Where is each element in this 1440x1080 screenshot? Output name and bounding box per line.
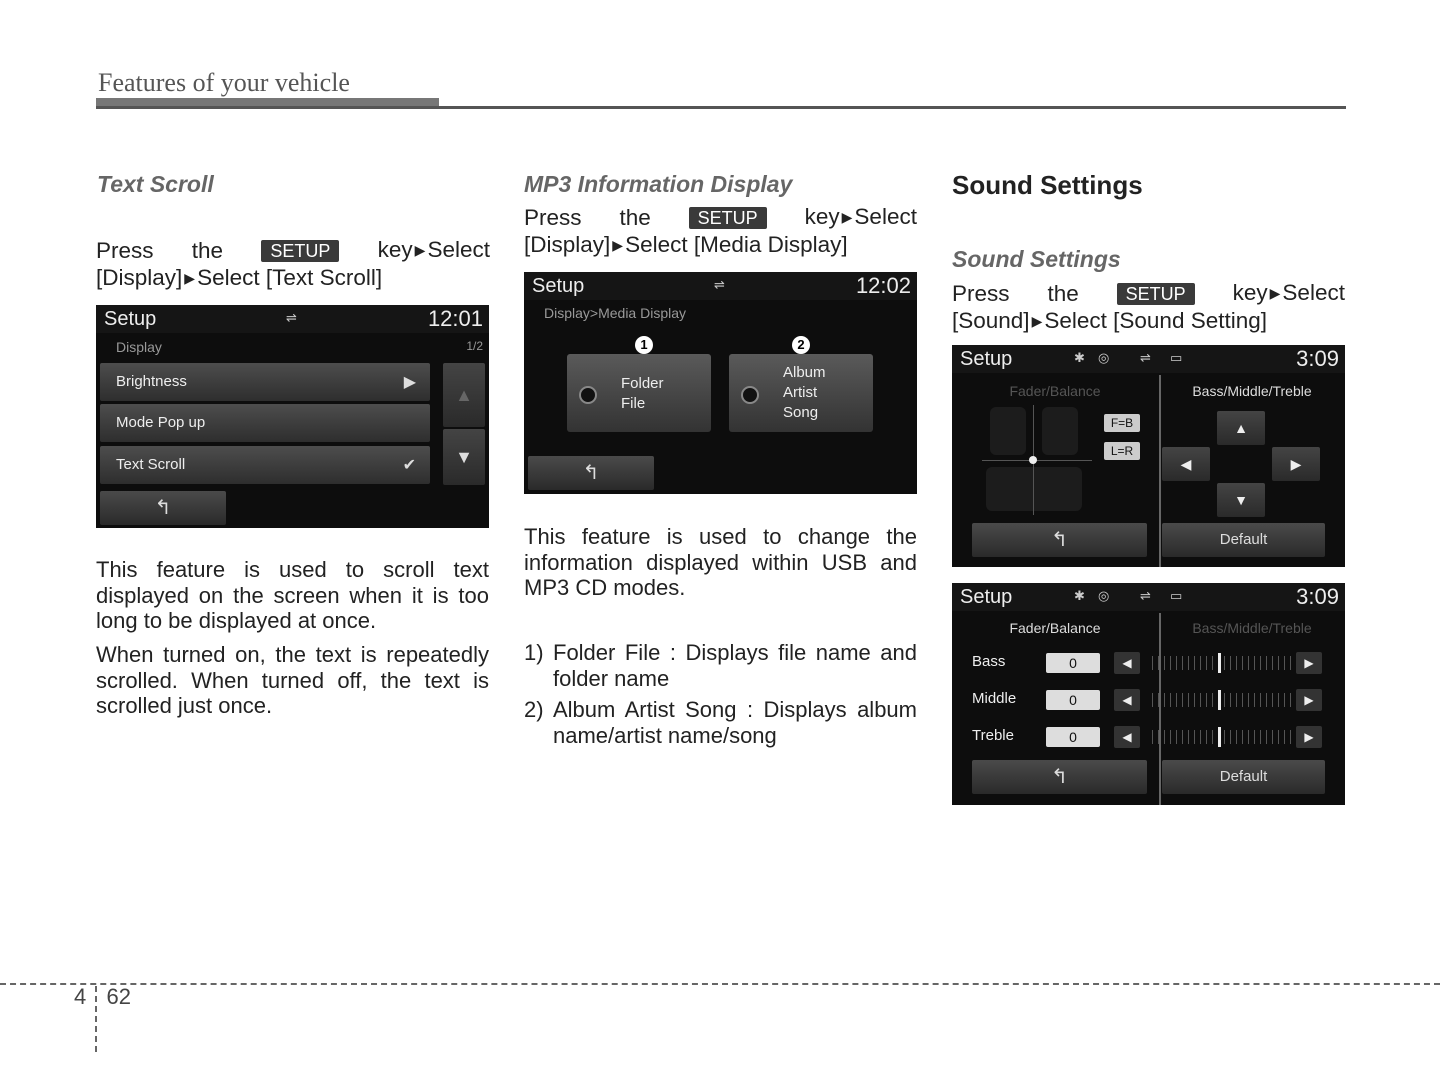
screen-title: Setup: [532, 275, 585, 297]
page-indicator: 1/2: [466, 339, 483, 353]
arrow-right-icon: ▶: [403, 374, 416, 391]
option-label: Song: [783, 404, 819, 421]
select-word: Select: [854, 204, 917, 229]
the-word: the: [619, 205, 651, 230]
list-item: [524, 697, 917, 748]
the-word: the: [1047, 281, 1079, 306]
select-word: Select: [1282, 280, 1345, 305]
treble-slider-handle[interactable]: [1218, 727, 1221, 747]
setup-key-icon: SETUP: [1117, 283, 1195, 305]
list-item: [524, 640, 917, 691]
option-label: Artist: [783, 384, 818, 401]
instr-line2b: Select [Media Display]: [625, 232, 848, 257]
list-text: Folder File : Displays file name and folder name: [553, 640, 917, 691]
sound-settings-title: Sound Settings: [952, 170, 1143, 200]
tab-bass-middle-treble[interactable]: Bass/Middle/Treble: [1192, 383, 1312, 399]
treble-decrease-button[interactable]: ◀: [1114, 726, 1140, 748]
screen-time: 3:09: [1296, 346, 1339, 371]
triangle-icon: ▶: [1031, 313, 1043, 329]
mp3-option-list: [524, 640, 917, 748]
chapter-number: 4: [74, 984, 87, 1009]
triangle-icon: ▶: [184, 270, 196, 286]
sound-setting-screen-eq: [952, 583, 1345, 805]
screen-time: 3:09: [1296, 584, 1339, 609]
screen-title: Setup: [960, 586, 1013, 608]
left-arrow-button[interactable]: ◀: [1162, 447, 1210, 481]
seat-icon: [1042, 407, 1078, 455]
option-label: Folder: [621, 375, 664, 392]
back-icon: ↰: [582, 462, 600, 484]
screen-time: 12:01: [427, 306, 483, 331]
menu-item-label: Text Scroll: [116, 456, 186, 473]
text-scroll-description-1: This feature is used to scroll text displayed on the screen when it is too long to be displayed at once.: [96, 557, 489, 633]
folder-file-option[interactable]: [567, 354, 711, 432]
treble-label: Treble: [972, 727, 1014, 744]
usb-icon: ⇌: [1140, 350, 1151, 365]
list-number: 2): [524, 697, 544, 722]
key-word: key: [377, 237, 413, 262]
key-word: key: [1232, 280, 1268, 305]
radio-icon: [741, 386, 759, 404]
option-label: Album: [783, 364, 826, 381]
rear-seat-icon: [986, 467, 1082, 511]
middle-increase-button[interactable]: ▶: [1296, 689, 1322, 711]
menu-item-text-scroll[interactable]: [100, 446, 430, 484]
usb-icon: ⇌: [1140, 588, 1151, 603]
page-number: [74, 984, 131, 1010]
bass-increase-button[interactable]: ▶: [1296, 652, 1322, 674]
checkmark-icon: ✔: [402, 457, 416, 474]
sound-setting-screen-fader: [952, 345, 1345, 567]
menu-item-mode-pop-up[interactable]: [100, 404, 430, 442]
mp3-info-description: This feature is used to change the information displayed within USB and MP3 CD modes.: [524, 524, 917, 600]
footer-rule: [0, 983, 1440, 985]
right-arrow-button[interactable]: ▶: [1272, 447, 1320, 481]
text-scroll-description-2: When turned on, the text is repeatedly scrolled. When turned off, the text is scrolled just once.: [96, 642, 489, 718]
screen-title: Setup: [960, 348, 1013, 370]
triangle-icon: ▶: [414, 242, 426, 258]
mp3-info-heading: MP3 Information Display: [524, 171, 793, 197]
bass-value: 0: [1046, 653, 1100, 673]
menu-item-label: Mode Pop up: [116, 414, 206, 431]
mp3-info-instruction: [524, 204, 917, 260]
instr-line2b: Select [Sound Setting]: [1044, 308, 1268, 333]
middle-decrease-button[interactable]: ◀: [1114, 689, 1140, 711]
text-scroll-screen: [96, 305, 489, 528]
bass-slider-track[interactable]: [1152, 656, 1292, 670]
back-icon: ↰: [1051, 766, 1068, 788]
bluetooth-icon: ✱: [1074, 350, 1085, 365]
menu-item-brightness[interactable]: [100, 363, 430, 401]
instr-line2: [Display]: [524, 232, 611, 257]
key-word: key: [804, 204, 840, 229]
radio-icon: [579, 386, 597, 404]
screen-time: 12:02: [855, 273, 911, 298]
triangle-icon: ▶: [1269, 285, 1281, 301]
screen-subtitle: Display>Media Display: [544, 305, 687, 321]
callout-1: 1: [635, 336, 653, 354]
default-button[interactable]: Default: [1162, 523, 1325, 557]
disc-icon: ◎: [1098, 350, 1110, 365]
instr-line2: [Display]: [96, 265, 183, 290]
treble-value: 0: [1046, 727, 1100, 747]
divider: [1159, 375, 1161, 567]
treble-slider-track[interactable]: [1152, 730, 1292, 744]
list-text: Album Artist Song : Displays album name/artist name/song: [553, 697, 917, 748]
triangle-icon: ▶: [841, 209, 853, 225]
sound-settings-heading: Sound Settings: [952, 246, 1121, 272]
disc-icon: ◎: [1098, 588, 1110, 603]
album-artist-song-option[interactable]: [729, 354, 873, 432]
page-number-value: 62: [106, 984, 131, 1009]
back-icon: ↰: [1051, 529, 1068, 551]
setup-key-icon: SETUP: [261, 240, 339, 262]
page-number-separator: [95, 986, 97, 1052]
back-button[interactable]: [972, 760, 1147, 794]
screen-subtitle: Display: [116, 339, 162, 355]
middle-slider-handle[interactable]: [1218, 690, 1221, 710]
screen-title: Setup: [104, 308, 157, 330]
usb-icon: ⇌: [714, 277, 725, 292]
text-scroll-heading: Text Scroll: [97, 171, 214, 197]
media-display-screen: [524, 272, 917, 494]
usb-icon: ⇌: [286, 310, 297, 325]
text-scroll-instruction: [96, 237, 490, 293]
bluetooth-icon: ✱: [1074, 588, 1085, 603]
back-icon: ↰: [154, 497, 172, 519]
back-button[interactable]: [100, 491, 226, 525]
bass-decrease-button[interactable]: ◀: [1114, 652, 1140, 674]
press-word: Press: [952, 281, 1010, 306]
middle-label: Middle: [972, 690, 1017, 707]
instr-line2: [Sound]: [952, 308, 1030, 333]
select-word: Select: [427, 237, 490, 262]
triangle-icon: ▶: [612, 237, 624, 253]
header-title: Features of your vehicle: [98, 68, 350, 97]
press-word: Press: [524, 205, 582, 230]
scroll-up-button[interactable]: ▲: [443, 363, 485, 427]
the-word: the: [191, 238, 224, 263]
lr-center-button[interactable]: L=R: [1104, 442, 1140, 460]
treble-increase-button[interactable]: ▶: [1296, 726, 1322, 748]
seat-icon: [990, 407, 1026, 455]
press-word: Press: [96, 238, 154, 263]
fb-center-button[interactable]: F=B: [1104, 414, 1140, 432]
tab-fader-balance[interactable]: Fader/Balance: [1009, 383, 1101, 399]
down-arrow-button[interactable]: ▼: [1217, 483, 1265, 517]
balance-point-handle[interactable]: [1029, 456, 1037, 464]
callout-2: 2: [792, 336, 810, 354]
back-button[interactable]: [972, 523, 1147, 557]
tab-bass-middle-treble[interactable]: Bass/Middle/Treble: [1192, 620, 1312, 636]
header-rule: [96, 106, 1346, 109]
default-button[interactable]: Default: [1162, 760, 1325, 794]
tab-fader-balance[interactable]: Fader/Balance: [1009, 620, 1101, 636]
up-arrow-button[interactable]: ▲: [1217, 411, 1265, 445]
menu-item-label: Brightness: [116, 373, 187, 390]
option-label: File: [621, 395, 646, 412]
middle-value: 0: [1046, 690, 1100, 710]
back-button[interactable]: [528, 456, 654, 490]
middle-slider-track[interactable]: [1152, 693, 1292, 707]
header-accent-bar: [96, 98, 439, 106]
list-number: 1): [524, 640, 544, 665]
divider: [1159, 613, 1161, 805]
scroll-down-button[interactable]: ▼: [443, 429, 485, 485]
sound-settings-instruction: [952, 280, 1345, 336]
bass-slider-handle[interactable]: [1218, 653, 1221, 673]
instr-line2b: Select [Text Scroll]: [197, 265, 383, 290]
battery-icon: ▭: [1170, 350, 1183, 365]
setup-key-icon: SETUP: [689, 207, 767, 229]
bass-label: Bass: [972, 653, 1006, 670]
battery-icon: ▭: [1170, 588, 1183, 603]
